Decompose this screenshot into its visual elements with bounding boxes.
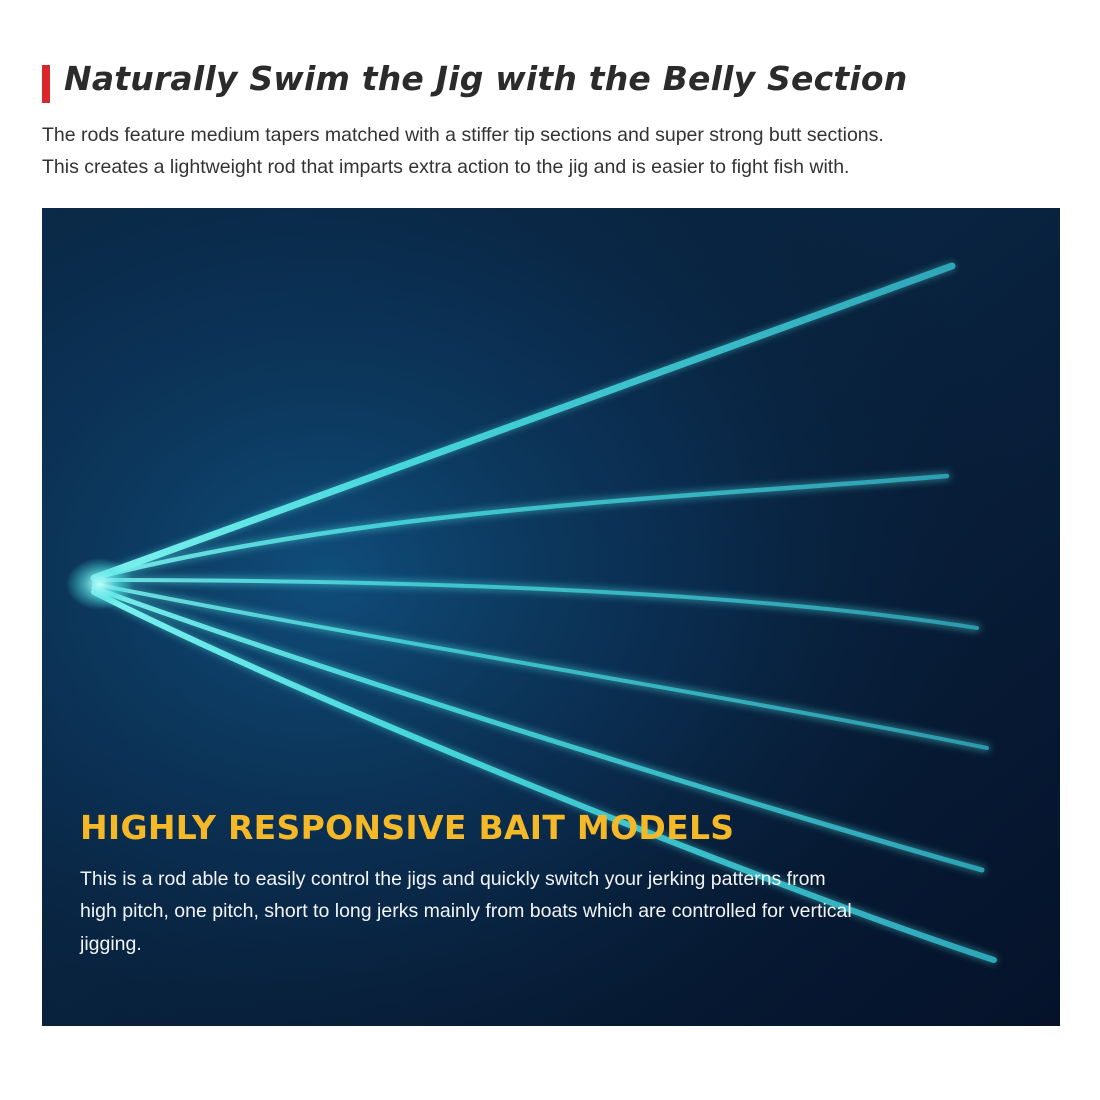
hero-body-line-1: This is a rod able to easily control the jigs and quickly switch your jerking patterns from (80, 868, 826, 890)
hero-title: HIGHLY RESPONSIVE BAIT MODELS (80, 808, 735, 847)
hero-body-line-3: jigging. (80, 932, 142, 955)
intro-paragraph (42, 120, 1062, 183)
hero-body-line-2: high pitch, one pitch, short to long jerks mainly from boats which are controlled for vertical (80, 900, 852, 923)
section-heading (42, 60, 907, 103)
intro-line-2: This creates a lightweight rod that imparts extra action to the jig and is easier to fight fish with. (42, 155, 850, 178)
hero-body-text (80, 863, 1010, 960)
heading-accent-bar (42, 65, 50, 103)
hero-panel (42, 208, 1060, 1026)
page-title: Naturally Swim the Jig with the Belly Section (64, 59, 908, 98)
intro-line-1: The rods feature medium tapers matched with a stiffer tip sections and super strong butt sections. (42, 124, 884, 146)
